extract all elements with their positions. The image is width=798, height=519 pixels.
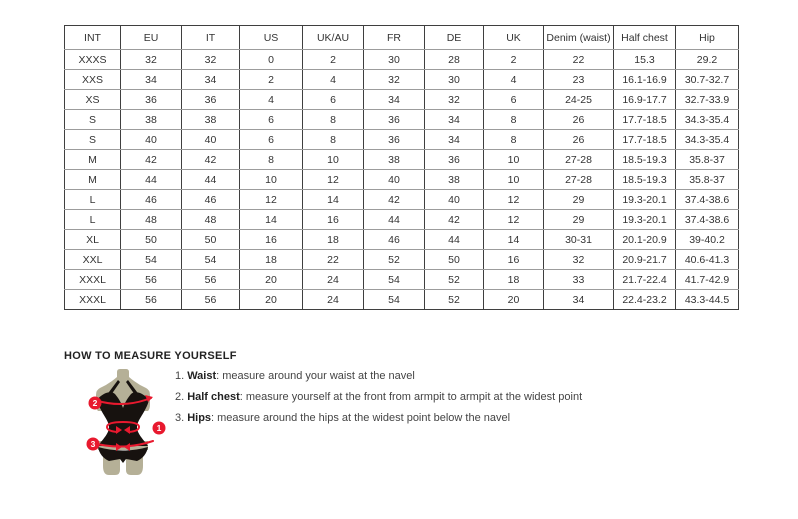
table-cell: 34.3-35.4	[676, 130, 739, 150]
table-cell: 6	[240, 110, 303, 130]
table-cell: 0	[240, 50, 303, 70]
step-label: Hips	[187, 412, 212, 424]
step-text: : measure around the hips at the widest point below the navel	[211, 412, 511, 424]
step-number: 2.	[175, 391, 185, 403]
table-cell: 52	[425, 270, 484, 290]
table-cell: L	[65, 190, 121, 210]
table-cell: 48	[182, 210, 240, 230]
table-cell: 16.9-17.7	[614, 90, 676, 110]
table-cell: 2	[303, 50, 364, 70]
step-text: : measure yourself at the front from armpit to armpit at the widest point	[239, 391, 583, 403]
table-cell: 42	[425, 210, 484, 230]
table-cell: 10	[303, 150, 364, 170]
table-cell: 4	[303, 70, 364, 90]
table-cell: 26	[544, 130, 614, 150]
table-cell: 12	[484, 190, 544, 210]
size-table-header-row	[65, 26, 739, 50]
table-cell: 32	[182, 50, 240, 70]
table-cell: L	[65, 210, 121, 230]
table-cell: 44	[425, 230, 484, 250]
table-cell: 32	[544, 250, 614, 270]
table-cell: 18.5-19.3	[614, 170, 676, 190]
table-cell: 35.8-37	[676, 170, 739, 190]
table-row	[65, 210, 739, 230]
table-cell: 34	[544, 290, 614, 310]
measure-step-waist	[175, 370, 582, 382]
table-cell: XXXL	[65, 270, 121, 290]
table-cell: 20	[240, 270, 303, 290]
table-cell: 8	[303, 130, 364, 150]
table-row	[65, 130, 739, 150]
table-cell: 32	[425, 90, 484, 110]
table-cell: 40	[121, 130, 182, 150]
table-row	[65, 290, 739, 310]
table-cell: 20	[484, 290, 544, 310]
table-cell: XXXS	[65, 50, 121, 70]
table-cell: 20.1-20.9	[614, 230, 676, 250]
table-cell: 29.2	[676, 50, 739, 70]
table-cell: 22	[303, 250, 364, 270]
table-row	[65, 270, 739, 290]
table-cell: 6	[303, 90, 364, 110]
step-label: Waist	[187, 370, 217, 382]
column-header: EU	[121, 26, 182, 50]
table-cell: 23	[544, 70, 614, 90]
table-cell: 50	[425, 250, 484, 270]
column-header: Denim (waist)	[544, 26, 614, 50]
table-cell: 12	[240, 190, 303, 210]
table-cell: 30	[364, 50, 425, 70]
mannequin-illustration	[80, 367, 176, 481]
table-cell: 46	[364, 230, 425, 250]
table-cell: 44	[182, 170, 240, 190]
table-cell: 50	[182, 230, 240, 250]
table-cell: 54	[182, 250, 240, 270]
table-cell: 40	[182, 130, 240, 150]
table-cell: 54	[364, 270, 425, 290]
table-cell: XXL	[65, 250, 121, 270]
column-header: Half chest	[614, 26, 676, 50]
table-cell: 24	[303, 290, 364, 310]
table-cell: 44	[364, 210, 425, 230]
table-row	[65, 50, 739, 70]
table-cell: 10	[240, 170, 303, 190]
table-cell: 40	[425, 190, 484, 210]
table-cell: 48	[121, 210, 182, 230]
table-row	[65, 230, 739, 250]
table-row	[65, 150, 739, 170]
table-cell: 46	[182, 190, 240, 210]
table-cell: 42	[182, 150, 240, 170]
table-cell: 33	[544, 270, 614, 290]
table-cell: 56	[121, 270, 182, 290]
table-cell: 12	[484, 210, 544, 230]
table-cell: 18.5-19.3	[614, 150, 676, 170]
table-cell: M	[65, 170, 121, 190]
table-cell: XL	[65, 230, 121, 250]
table-cell: 8	[484, 110, 544, 130]
table-cell: 36	[121, 90, 182, 110]
table-cell: 16.1-16.9	[614, 70, 676, 90]
measure-step-hips	[175, 412, 582, 424]
table-cell: XXS	[65, 70, 121, 90]
column-header: US	[240, 26, 303, 50]
table-cell: 27-28	[544, 150, 614, 170]
table-cell: 42	[121, 150, 182, 170]
table-row	[65, 170, 739, 190]
table-cell: 34	[121, 70, 182, 90]
table-cell: 12	[303, 170, 364, 190]
table-cell: S	[65, 130, 121, 150]
badge-hips-number: 3	[90, 439, 96, 449]
badge-waist-number: 1	[156, 423, 162, 433]
table-cell: 41.7-42.9	[676, 270, 739, 290]
table-cell: 40	[364, 170, 425, 190]
table-cell: 26	[544, 110, 614, 130]
table-cell: XS	[65, 90, 121, 110]
table-cell: 19.3-20.1	[614, 210, 676, 230]
table-cell: 24	[303, 270, 364, 290]
table-cell: 22	[544, 50, 614, 70]
table-cell: 52	[425, 290, 484, 310]
table-row	[65, 190, 739, 210]
table-cell: 15.3	[614, 50, 676, 70]
table-cell: 14	[303, 190, 364, 210]
size-table	[64, 25, 739, 310]
column-header: Hip	[676, 26, 739, 50]
table-cell: 18	[303, 230, 364, 250]
table-cell: 56	[182, 270, 240, 290]
table-cell: 39-40.2	[676, 230, 739, 250]
table-cell: 34	[182, 70, 240, 90]
size-table-head	[65, 26, 739, 50]
table-cell: 4	[484, 70, 544, 90]
table-cell: 54	[121, 250, 182, 270]
table-cell: 18	[484, 270, 544, 290]
column-header: DE	[425, 26, 484, 50]
table-cell: 16	[303, 210, 364, 230]
table-cell: 42	[364, 190, 425, 210]
table-cell: 36	[364, 110, 425, 130]
table-cell: 8	[484, 130, 544, 150]
table-cell: 54	[364, 290, 425, 310]
table-cell: 24-25	[544, 90, 614, 110]
measure-steps	[175, 370, 582, 433]
table-cell: 2	[484, 50, 544, 70]
table-cell: 38	[121, 110, 182, 130]
step-number: 3.	[175, 412, 185, 424]
table-cell: 36	[425, 150, 484, 170]
table-cell: 30.7-32.7	[676, 70, 739, 90]
table-cell: 30	[425, 70, 484, 90]
table-cell: 20	[240, 290, 303, 310]
table-cell: 35.8-37	[676, 150, 739, 170]
table-cell: 37.4-38.6	[676, 210, 739, 230]
table-cell: 22.4-23.2	[614, 290, 676, 310]
table-cell: 17.7-18.5	[614, 130, 676, 150]
badge-chest-number: 2	[92, 398, 98, 408]
table-cell: 40.6-41.3	[676, 250, 739, 270]
table-cell: 38	[425, 170, 484, 190]
table-cell: 16	[484, 250, 544, 270]
table-cell: 36	[364, 130, 425, 150]
column-header: UK	[484, 26, 544, 50]
table-cell: 6	[484, 90, 544, 110]
table-cell: 43.3-44.5	[676, 290, 739, 310]
table-cell: 46	[121, 190, 182, 210]
measure-heading: HOW TO MEASURE YOURSELF	[64, 350, 237, 362]
table-cell: 29	[544, 190, 614, 210]
table-cell: 6	[240, 130, 303, 150]
table-cell: 32.7-33.9	[676, 90, 739, 110]
table-cell: 34	[364, 90, 425, 110]
table-cell: 17.7-18.5	[614, 110, 676, 130]
table-cell: M	[65, 150, 121, 170]
table-cell: 27-28	[544, 170, 614, 190]
step-text: : measure around your waist at the navel	[216, 370, 415, 382]
table-cell: 14	[240, 210, 303, 230]
table-cell: 52	[364, 250, 425, 270]
table-cell: S	[65, 110, 121, 130]
table-cell: 38	[364, 150, 425, 170]
table-cell: 37.4-38.6	[676, 190, 739, 210]
measure-figure	[80, 367, 176, 481]
table-cell: 2	[240, 70, 303, 90]
size-table-body	[65, 50, 739, 310]
table-cell: 30-31	[544, 230, 614, 250]
table-cell: 50	[121, 230, 182, 250]
column-header: UK/AU	[303, 26, 364, 50]
table-cell: 20.9-21.7	[614, 250, 676, 270]
table-cell: 18	[240, 250, 303, 270]
table-cell: 8	[303, 110, 364, 130]
measure-step-half-chest	[175, 391, 582, 403]
table-cell: 28	[425, 50, 484, 70]
table-cell: 10	[484, 150, 544, 170]
table-cell: 32	[364, 70, 425, 90]
column-header: FR	[364, 26, 425, 50]
table-cell: 16	[240, 230, 303, 250]
table-cell: 38	[182, 110, 240, 130]
table-row	[65, 110, 739, 130]
step-number: 1.	[175, 370, 185, 382]
table-row	[65, 70, 739, 90]
table-cell: 10	[484, 170, 544, 190]
table-cell: XXXL	[65, 290, 121, 310]
table-cell: 4	[240, 90, 303, 110]
table-cell: 34.3-35.4	[676, 110, 739, 130]
table-row	[65, 250, 739, 270]
table-row	[65, 90, 739, 110]
table-cell: 32	[121, 50, 182, 70]
column-header: IT	[182, 26, 240, 50]
table-cell: 34	[425, 110, 484, 130]
table-cell: 36	[182, 90, 240, 110]
table-cell: 56	[121, 290, 182, 310]
table-cell: 29	[544, 210, 614, 230]
step-label: Half chest	[187, 391, 240, 403]
table-cell: 44	[121, 170, 182, 190]
table-cell: 8	[240, 150, 303, 170]
table-cell: 56	[182, 290, 240, 310]
column-header: INT	[65, 26, 121, 50]
table-cell: 14	[484, 230, 544, 250]
table-cell: 21.7-22.4	[614, 270, 676, 290]
table-cell: 34	[425, 130, 484, 150]
table-cell: 19.3-20.1	[614, 190, 676, 210]
